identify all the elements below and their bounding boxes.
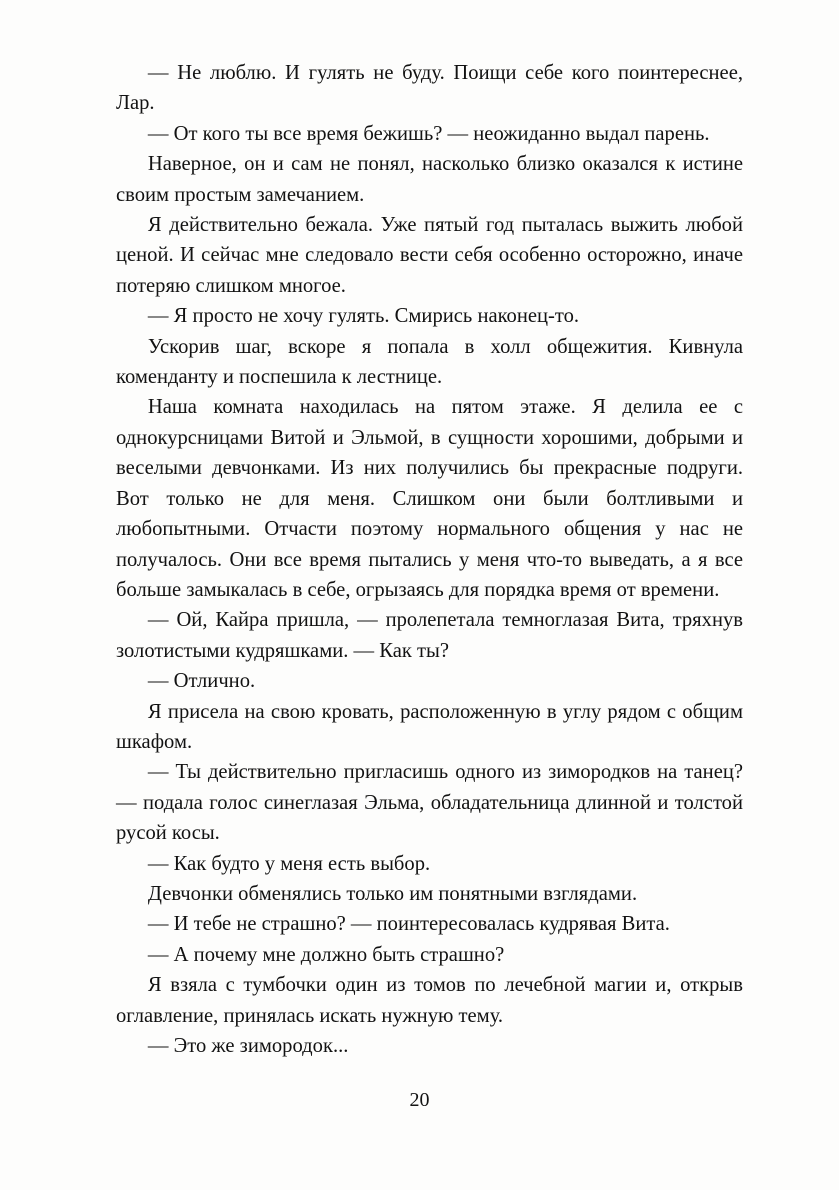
paragraph: — Ты действительно пригласишь одного из зимородков на танец? — подала голос синеглазая Эльма, обладательница длинной и толстой русой косы. [116,761,743,845]
paragraph: — От кого ты все время бежишь? — неожиданно выдал парень. [147,122,710,145]
paragraph: Я действительно бежала. Уже пятый год пыталась выжить любой ценой. И сейчас мне следовало вести себя особенно осторожно, иначе потеряю слишком многое. [116,214,743,297]
paragraph: — А почему мне должно быть страшно? [147,943,505,966]
paragraph: Я взяла с тумбочки один из томов по лечебной магии и, открыв оглавление, принялась искать нужную тему. [116,974,743,1027]
paragraph: — Отлично. [147,670,256,693]
page-number: 20 [409,1089,430,1111]
paragraph: — Это же зимородок... [147,1035,349,1057]
page-body-text [116,58,743,1061]
paragraph: — Не люблю. И гулять не буду. Поищи себе кого поинтереснее, Лар. [116,62,743,115]
paragraph: Наверное, он и сам не понял, насколько близко оказался к истине своим простым замечанием. [116,153,743,206]
paragraph: Я присела на свою кровать, расположенную в углу рядом с общим шкафом. [116,700,743,753]
paragraph: — И тебе не страшно? — поинтересовалась кудрявая Вита. [147,913,670,936]
paragraph: — Я просто не хочу гулять. Смирись наконец-то. [147,305,580,328]
paragraph: Ускорив шаг, вскоре я попала в холл общежития. Кивнула коменданту и поспешила к лестнице. [116,335,743,389]
paragraph: — Как будто у меня есть выбор. [147,852,431,875]
paragraph: — Ой, Кайра пришла, — пролепетала темноглазая Вита, тряхнув золотистыми кудряшками. — Как ты? [116,609,743,662]
paragraph: Девчонки обменялись только им понятными взглядами. [147,882,638,905]
paragraph: Наша комната находилась на пятом этаже. Я делила ее с однокурсницами Витой и Эльмой, в сущности хорошими, добрыми и веселыми девчонками. Из них получились бы прекрасные подруги. Вот только не для меня. Слишком они были болтливыми и любопытными. Отчасти поэтому нормального общения у нас не получалось. Они все время пытались у меня что-то выведать, а я все больше замыкалась в себе, огрызаясь для порядка время от времени. [116,396,743,601]
